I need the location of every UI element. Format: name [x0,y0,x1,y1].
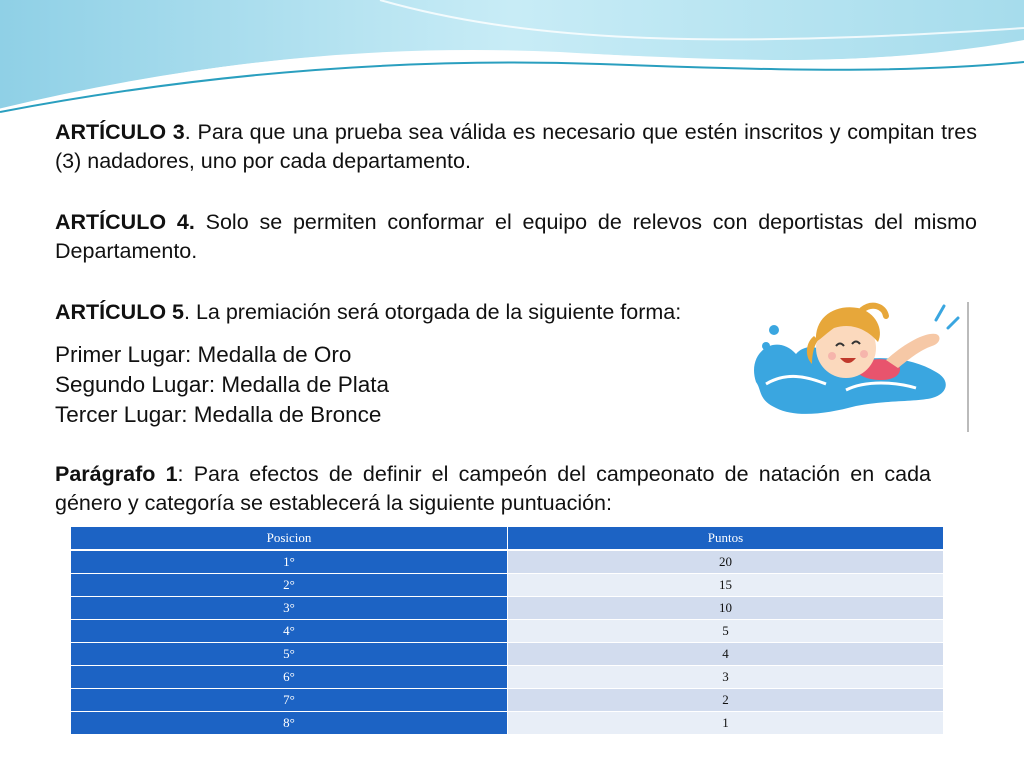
award-first: Primer Lugar: Medalla de Oro [55,342,352,367]
article-3-label: ARTÍCULO 3 [55,120,185,144]
award-list [55,340,389,430]
table-header-row [71,527,944,551]
table-row [71,597,944,620]
position-cell: 8° [71,712,508,735]
award-third: Tercer Lugar: Medalla de Bronce [55,402,382,427]
paragraph-1-text: : Para efectos de definir el campeón del campeonato de natación en cada género y categoría se establecerá la siguiente puntuación: [55,462,931,515]
table-row [71,574,944,597]
table-row [71,712,944,735]
position-cell: 3° [71,597,508,620]
article-3-text: Para que una prueba sea válida es necesario que estén inscritos y compitan tres (3) nadadores, uno por cada departamento. [55,120,978,173]
swimming-girl-illustration [736,272,986,434]
table-row [71,689,944,712]
position-cell: 2° [71,574,508,597]
points-cell: 20 [508,550,944,574]
points-cell: 4 [508,643,944,666]
position-cell: 6° [71,666,508,689]
table-row [71,666,944,689]
points-cell: 10 [508,597,944,620]
position-cell: 4° [71,620,508,643]
points-cell: 1 [508,712,944,735]
article-5-sep: . [184,300,190,324]
award-second: Segundo Lugar: Medalla de Plata [55,372,389,397]
column-header-points: Puntos [508,527,944,551]
points-cell: 2 [508,689,944,712]
column-header-position: Posicion [71,527,508,551]
header-wave-decoration [0,0,1024,115]
points-cell: 3 [508,666,944,689]
points-cell: 5 [508,620,944,643]
points-cell: 15 [508,574,944,597]
table-row [71,643,944,666]
position-cell: 7° [71,689,508,712]
position-cell: 1° [71,550,508,574]
points-table [70,526,944,735]
article-5-text: La premiación será otorgada de la siguiente forma: [189,300,682,324]
position-cell: 5° [71,643,508,666]
article-5 [55,298,815,327]
article-5-label: ARTÍCULO 5 [55,300,184,324]
article-4-text: Solo se permiten conformar el equipo de relevos con deportistas del mismo Departamento. [55,210,977,263]
article-3 [55,118,977,176]
table-row [71,550,944,574]
article-3-sep: . [184,120,191,144]
paragraph-1 [55,460,931,518]
article-4-label: ARTÍCULO 4. [55,210,195,234]
paragraph-1-label: Parágrafo 1 [55,462,178,486]
table-row [71,620,944,643]
article-4 [55,208,977,266]
